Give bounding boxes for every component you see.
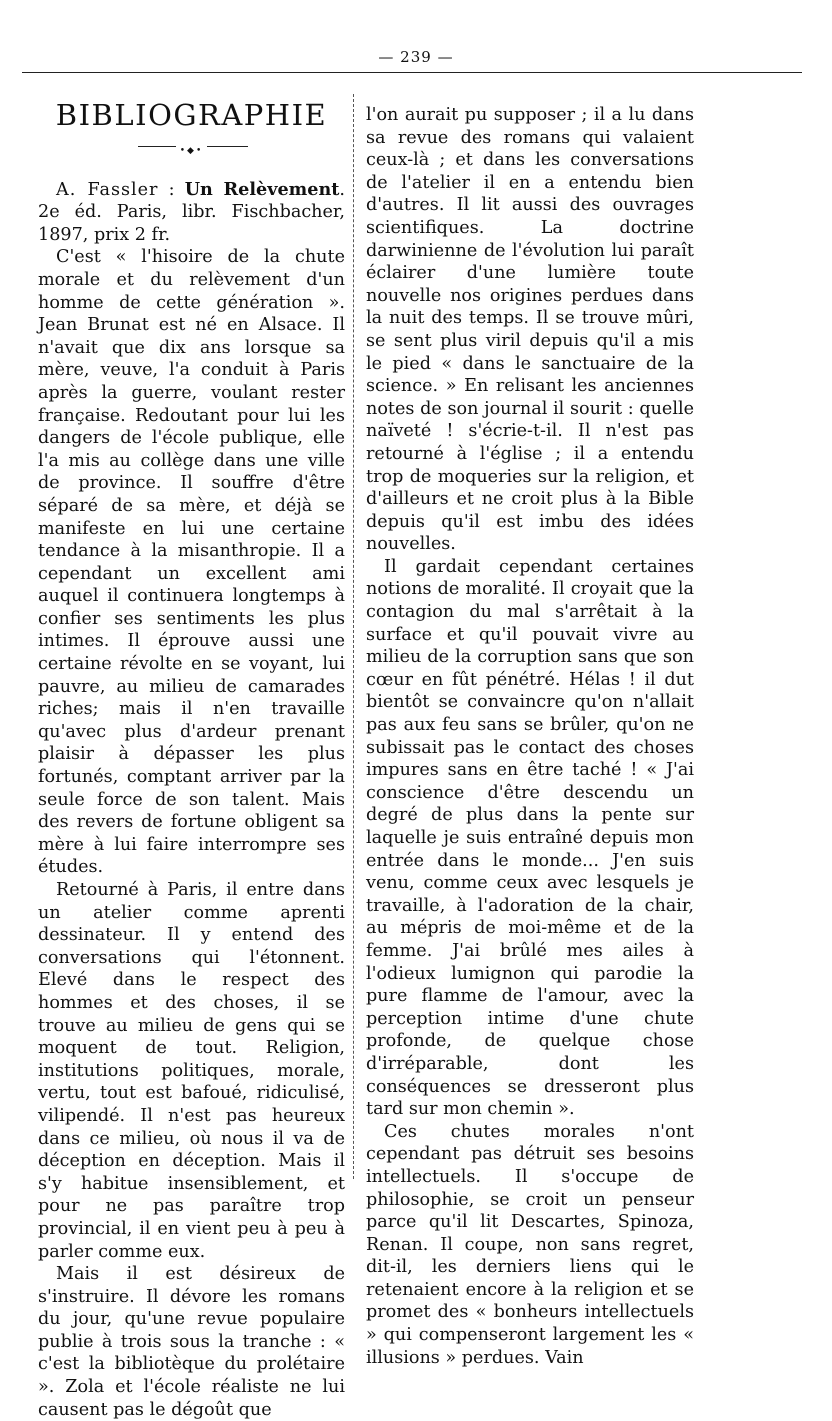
ornament-glyph: •◆• (176, 146, 208, 156)
right-paragraph-2: Il gardait cependant certaines notions de moralité. Il croyait que la contagion du mal s'arrêtait à la surface et qu'il pouvait vivre au milieu de la corruption sans que son cœur en fût pénétré. Hélas ! il dut bientôt se convaincre qu'on n'allait pas aux feu sans se brûler, qu'on ne subissait pas le contact des choses impures sans en être taché ! « J'ai conscience d'être descendu un degré de plus dans la pente sur laquelle je suis entraîné depuis mon entrée dans le monde... J'en suis venu, comme ceux avec lesquels je travaille, à l'adoration de la chair, au mépris de moi-même et de la femme. J'ai brûlé mes ailes à l'odieux lumignon qui parodie la pure flamme de l'amour, avec la perception intime d'une chute profonde, de quelque chose d'irréparable, dont les conséquences se dresseront plus tard sur mon chemin ». (366, 556, 694, 1120)
section-title: BIBLIOGRAPHIE (55, 98, 328, 132)
entry-details: . 2e éd. Paris, libr. Fischbacher, 1897, prix 2 fr. (38, 179, 345, 245)
right-column (366, 104, 694, 1369)
left-paragraph-2: Retourné à Paris, il entre dans un atelier comme aprenti dessinateur. Il y entend des conversations qui l'étonnent. Elevé dans le respect des hommes et des choses, il se trouve au milieu de gens qui se moquent de tout. Religion, institutions politiques, morale, vertu, tout est bafoué, ridiculisé, vilipendé. Il n'est pas heureux dans ce milieu, où nous il va de déception en déception. Mais il s'y habitue insensiblement, et pour ne pas paraître trop provincial, il en vient peu à peu à parler comme eux. (38, 880, 345, 1262)
left-paragraph-3: Mais il est désireux de s'instruire. Il dévore les romans du jour, qu'une revue populaire publie à trois sous la tranche : « c'est la bibliotèque du prolétaire ». Zola et l'école réaliste ne lui causent pas le dégoût que (38, 1264, 345, 1420)
right-paragraph-3: Ces chutes morales n'ont cependant pas détruit ses besoins intellectuels. Il s'occupe de philosophie, se croit un penseur parce qu'il lit Descartes, Spinoza, Renan. Il coupe, non sans regret, dit-il, les derniers liens qui le retenaient encore à la religion et se promet des « bonheurs intellectuels » qui compenseront largement les « illusions » perdues. Vain (366, 1121, 694, 1368)
column-divider (353, 94, 354, 1179)
entry-book-title: Un Relèvement (184, 178, 340, 200)
right-paragraph-1: l'on aurait pu supposer ; il a lu dans sa revue des romans qui valaient ceux-là ; et dans les conversations de l'atelier il en a entendu bien d'autres. Il lit aussi des ouvrages scientifiques. La doctrine darwinienne de l'évolution lui paraît éclairer d'une lumière toute nouvelle nos origines perdues dans la nuit des temps. Il se trouve mûri, se sent plus viril depuis qu'il a mis le pied « dans le sanctuaire de la science. » En relisant les anciennes notes de son journal il sourit : quelle naïveté ! s'écrie-t-il. Il n'est pas retourné à l'église ; il a entendu trop de moqueries sur la religion, et d'ailleurs et ne croit plus à la Bible depuis qu'il est imbu des idées nouvelles. (366, 105, 694, 555)
left-paragraph-1: C'est « l'hisoire de la chute morale et du relèvement d'un homme de cette génération ». Jean Brunat est né en Alsace. Il n'avait que dix ans lorsque sa mère, veuve, l'a conduit à Paris après la guerre, voulant rester française. Redoutant pour lui les dangers de l'école publique, elle l'a mis au collège dans une ville de province. Il souffre d'être séparé de sa mère, et déjà se manifeste en lui une certaine tendance à la misanthropie. Il a cependant un excellent ami auquel il continuera longtemps à confier ses sentiments les plus intimes. Il éprouve aussi une certaine révolte en se voyant, lui pauvre, au milieu de camarades riches; mais il n'en travaille qu'avec plus d'ardeur prenant plaisir à dépasser les plus fortunés, comptant arriver par la seule force de son talent. Mais des revers de fortune obligent sa mère à lui faire interrompre ses études. (38, 247, 345, 878)
entry-author: A. Fassler (56, 179, 159, 200)
entry-separator: : (158, 179, 185, 200)
left-column (38, 92, 345, 1421)
page-number: — 239 — (378, 48, 454, 66)
book-entry-heading (38, 179, 345, 247)
title-ornament (38, 137, 345, 157)
header-rule (22, 72, 802, 73)
